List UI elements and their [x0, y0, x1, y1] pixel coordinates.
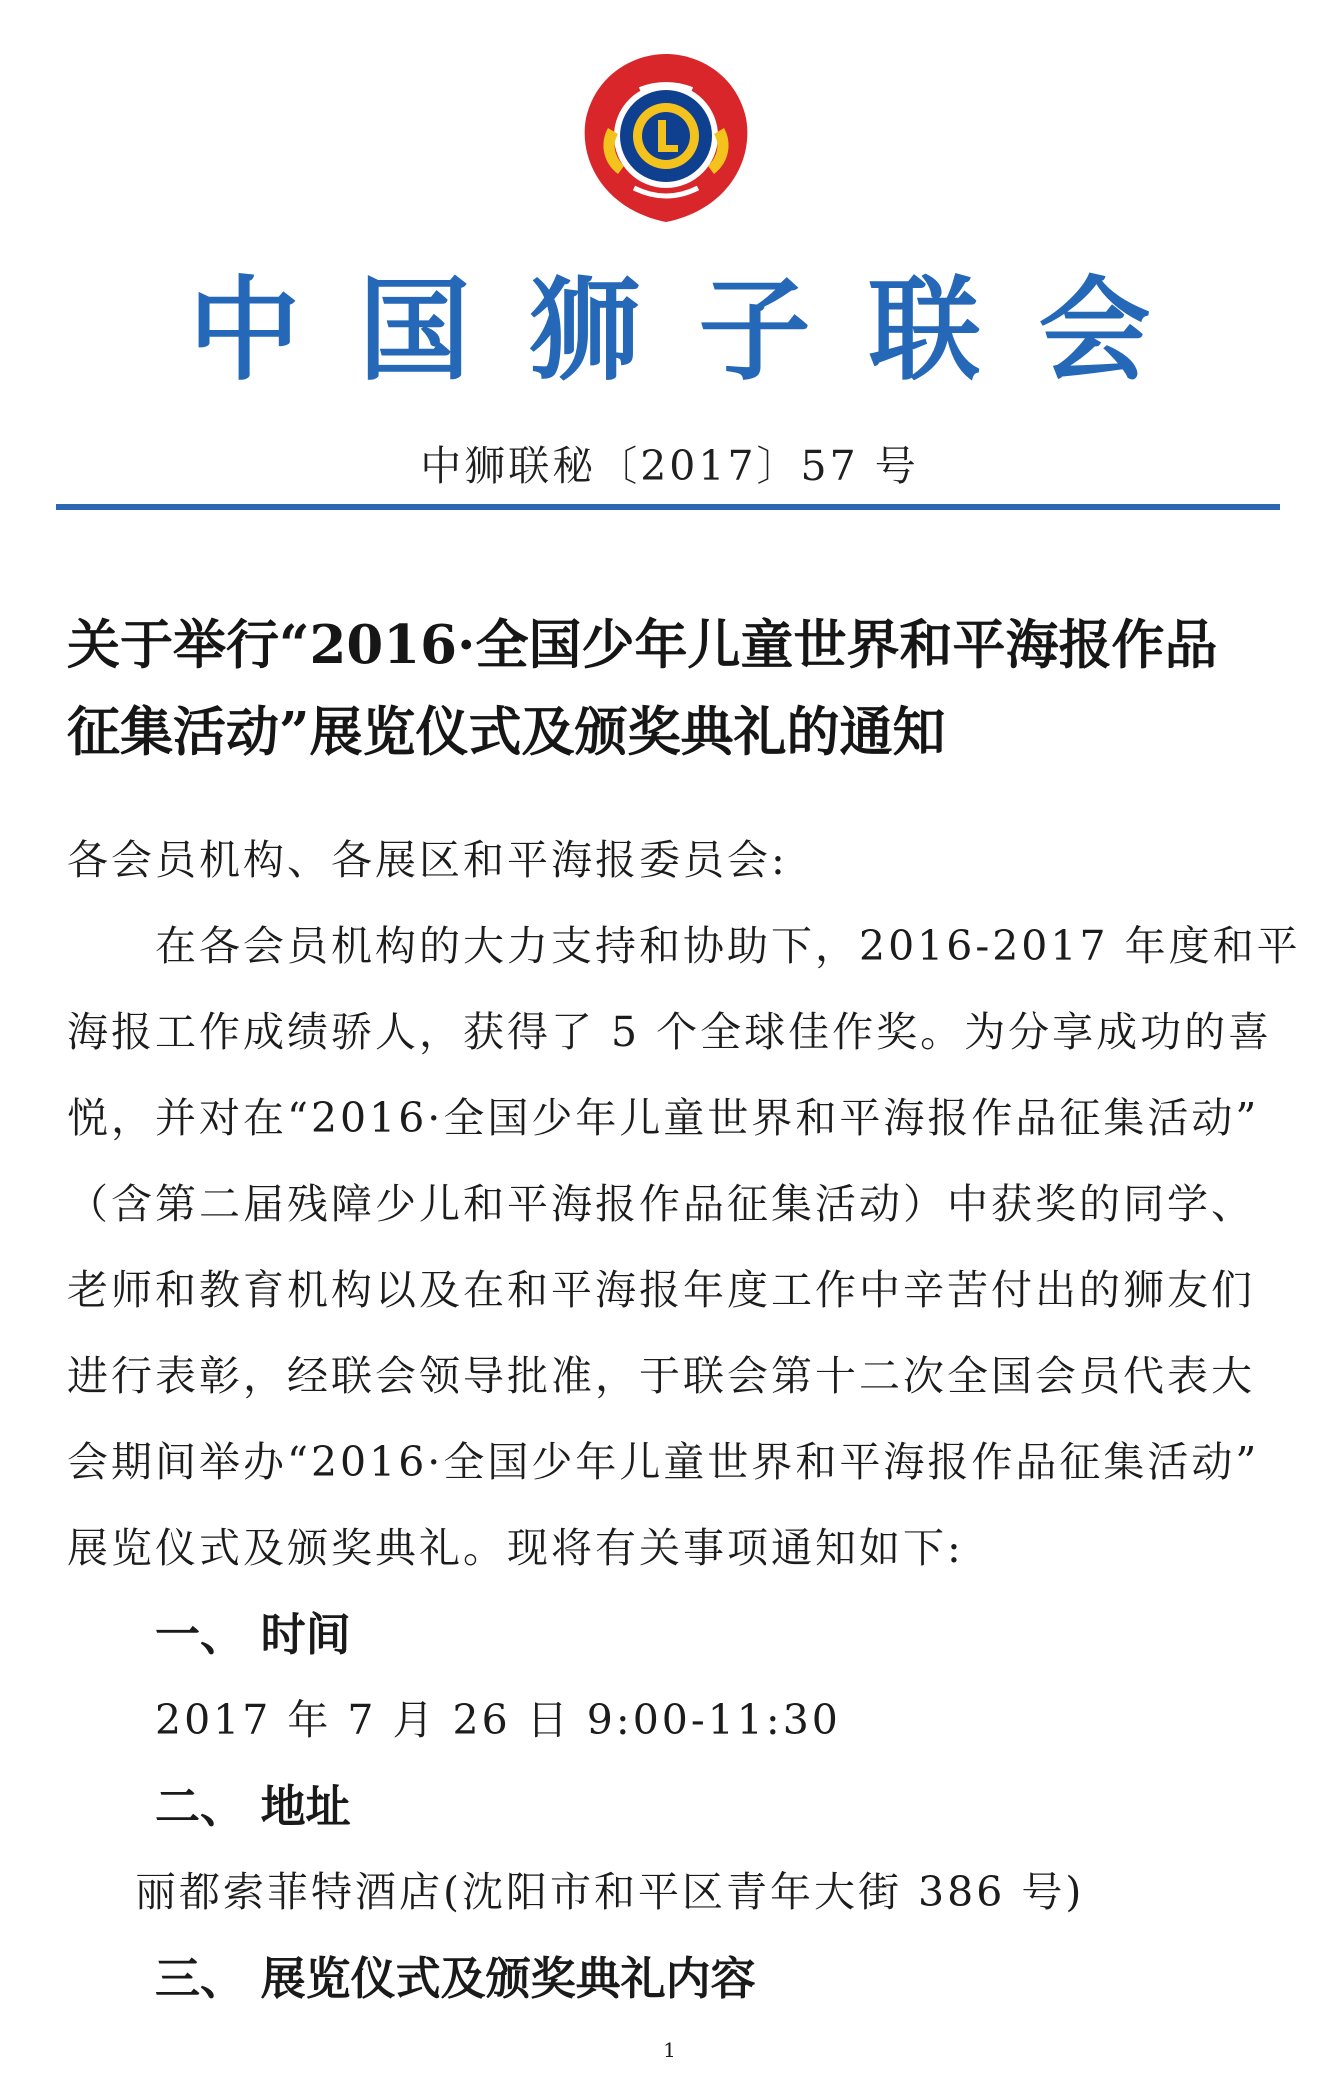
notice-title-line-1: 关于举行“2016·全国少年儿童世界和平海报作品 [67, 614, 1218, 676]
section-heading-time: 一、 时间 [155, 1608, 351, 1661]
org-name: 中国狮子联会 [188, 266, 1209, 396]
paragraph-line: 老师和教育机构以及在和平海报年度工作中辛苦付出的狮友们 [67, 1266, 1255, 1314]
paragraph-line: 悦，并对在“2016·全国少年儿童世界和平海报作品征集活动” [67, 1094, 1260, 1142]
section-heading-address: 二、 地址 [155, 1780, 351, 1833]
lions-emblem-logo [578, 50, 754, 226]
paragraph-line: 进行表彰，经联会领导批准，于联会第十二次全国会员代表大 [67, 1352, 1255, 1400]
document-number: 中狮联秘〔2017〕57 号 [420, 442, 919, 490]
section-heading-content: 三、 展览仪式及颁奖典礼内容 [155, 1952, 756, 2005]
header-divider [56, 504, 1280, 510]
notice-title-line-2: 征集活动”展览仪式及颁奖典礼的通知 [67, 701, 946, 763]
paragraph-line: 海报工作成绩骄人，获得了 5 个全球佳作奖。为分享成功的喜 [67, 1008, 1273, 1056]
salutation: 各会员机构、各展区和平海报委员会: [67, 836, 788, 884]
lions-emblem-icon [578, 50, 754, 226]
paragraph-line: 在各会员机构的大力支持和协助下，2016-2017 年度和平 [155, 922, 1301, 970]
paragraph-line: （含第二届残障少儿和平海报作品征集活动）中获奖的同学、 [67, 1180, 1255, 1228]
section-text-time: 2017 年 7 月 26 日 9:00-11:30 [155, 1696, 841, 1744]
page-number: 1 [663, 2038, 676, 2062]
section-text-address: 丽都索菲特酒店(沈阳市和平区青年大街 386 号) [135, 1868, 1085, 1916]
paragraph-line: 展览仪式及颁奖典礼。现将有关事项通知如下: [67, 1524, 964, 1572]
paragraph-line: 会期间举办“2016·全国少年儿童世界和平海报作品征集活动” [67, 1438, 1260, 1486]
